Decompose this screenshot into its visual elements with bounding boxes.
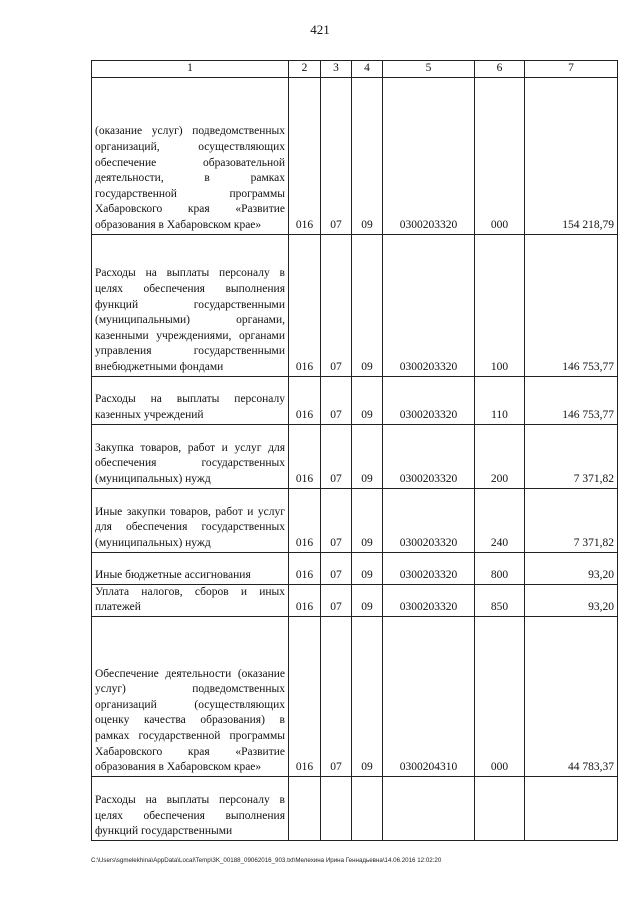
expense-type-code: 240 [475, 488, 525, 552]
expense-type-code: 110 [475, 376, 525, 424]
subsection-code: 09 [352, 424, 383, 488]
section-code: 07 [321, 616, 352, 776]
header-cell-4: 4 [352, 61, 383, 78]
subsection-code: 09 [352, 616, 383, 776]
page-number: 421 [310, 22, 330, 37]
ministry-code: 016 [289, 376, 321, 424]
amount: 7 371,82 [525, 488, 618, 552]
section-code: 07 [321, 584, 352, 616]
table-row [92, 234, 618, 376]
ministry-code: 016 [289, 424, 321, 488]
expense-type-code: 200 [475, 424, 525, 488]
target-article-code: 0300203320 [383, 424, 475, 488]
row-description: Иные бюджетные ассигнования [92, 552, 289, 584]
expense-type-code: 850 [475, 584, 525, 616]
target-article-code: 0300203320 [383, 234, 475, 376]
table-row [92, 77, 618, 234]
amount: 146 753,77 [525, 376, 618, 424]
amount: 7 371,82 [525, 424, 618, 488]
subsection-code: 09 [352, 584, 383, 616]
target-article-code: 0300203320 [383, 376, 475, 424]
ministry-code: 016 [289, 77, 321, 234]
section-code: 07 [321, 424, 352, 488]
row-description: Закупка товаров, работ и услуг для обеспечения государственных (муниципальных) нужд [92, 424, 289, 488]
section-code: 07 [321, 376, 352, 424]
expense-type-code: 000 [475, 77, 525, 234]
table-row [92, 776, 618, 840]
amount: 146 753,77 [525, 234, 618, 376]
subsection-code [352, 776, 383, 840]
header-cell-3: 3 [321, 61, 352, 78]
section-code: 07 [321, 234, 352, 376]
table-row [92, 616, 618, 776]
section-code: 07 [321, 552, 352, 584]
ministry-code: 016 [289, 552, 321, 584]
section-code [321, 776, 352, 840]
row-description: Расходы на выплаты персоналу в целях обеспечения выполнения функций государственными (муниципальными) органами, казенными учреждениями, органами управления государственными внебюджетными фондами [92, 234, 289, 376]
subsection-code: 09 [352, 552, 383, 584]
budget-table [91, 60, 618, 841]
amount [525, 776, 618, 840]
table-row [92, 488, 618, 552]
subsection-code: 09 [352, 234, 383, 376]
target-article-code: 0300203320 [383, 584, 475, 616]
table-row [92, 584, 618, 616]
file-path-footer: C:\Users\sgmelekhina\AppData\Local\Temp\3K_00188_09062016_903.txt\Мелехина Ирина Геннадьевна\14.06.2016 12:02:20 [91, 857, 442, 864]
target-article-code: 0300203320 [383, 552, 475, 584]
header-cell-6: 6 [475, 61, 525, 78]
ministry-code: 016 [289, 488, 321, 552]
expense-type-code [475, 776, 525, 840]
table-row [92, 552, 618, 584]
header-cell-2: 2 [289, 61, 321, 78]
row-description: Иные закупки товаров, работ и услуг для обеспечения государственных (муниципальных) нужд [92, 488, 289, 552]
target-article-code: 0300204310 [383, 616, 475, 776]
header-cell-1: 1 [92, 61, 289, 78]
subsection-code: 09 [352, 376, 383, 424]
amount: 93,20 [525, 552, 618, 584]
target-article-code [383, 776, 475, 840]
ministry-code: 016 [289, 584, 321, 616]
amount: 93,20 [525, 584, 618, 616]
row-description: (оказание услуг) подведомственных организаций, осуществляющих обеспечение образовательной деятельности, в рамках государственной программы Хабаровского края «Развитие образования в Хабаровском крае» [92, 77, 289, 234]
row-description: Расходы на выплаты персоналу в целях обеспечения выполнения функций государственными [92, 776, 289, 840]
header-row [92, 61, 618, 78]
section-code: 07 [321, 77, 352, 234]
expense-type-code: 000 [475, 616, 525, 776]
ministry-code [289, 776, 321, 840]
row-description: Обеспечение деятельности (оказание услуг) подведомственных организаций (осуществляющих оценку качества образования) в рамках государственной программы Хабаровского края «Развитие образования в Хабаровском крае» [92, 616, 289, 776]
subsection-code: 09 [352, 77, 383, 234]
expense-type-code: 100 [475, 234, 525, 376]
row-description: Уплата налогов, сборов и иных платежей [92, 584, 289, 616]
header-cell-7: 7 [525, 61, 618, 78]
table-row [92, 376, 618, 424]
amount: 44 783,37 [525, 616, 618, 776]
subsection-code: 09 [352, 488, 383, 552]
row-description: Расходы на выплаты персоналу казенных учреждений [92, 376, 289, 424]
ministry-code: 016 [289, 616, 321, 776]
amount: 154 218,79 [525, 77, 618, 234]
expense-type-code: 800 [475, 552, 525, 584]
section-code: 07 [321, 488, 352, 552]
ministry-code: 016 [289, 234, 321, 376]
target-article-code: 0300203320 [383, 77, 475, 234]
target-article-code: 0300203320 [383, 488, 475, 552]
table-row [92, 424, 618, 488]
header-cell-5: 5 [383, 61, 475, 78]
